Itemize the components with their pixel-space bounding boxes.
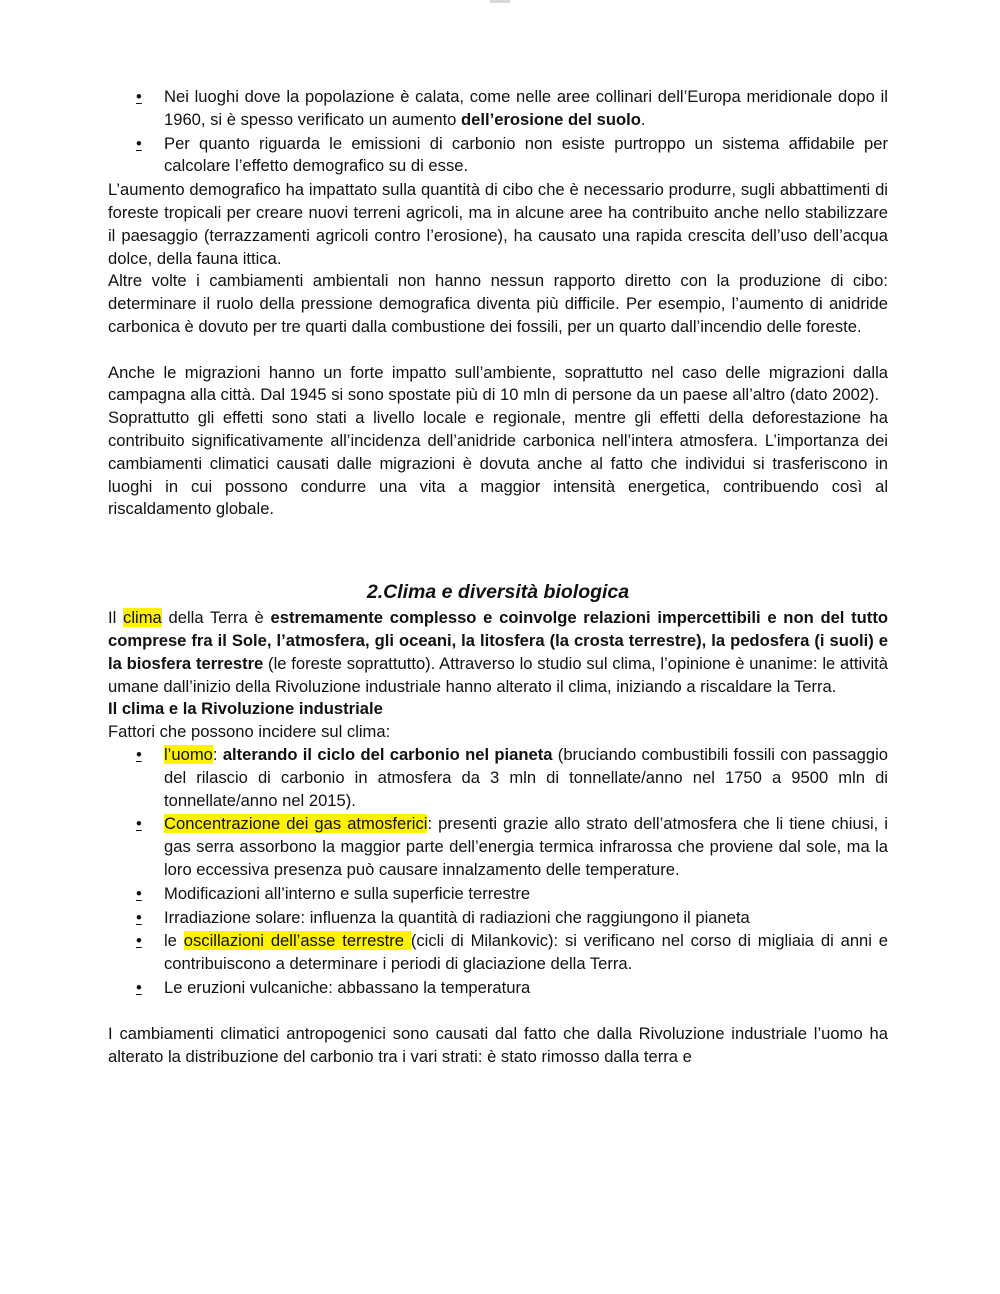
bullet-icon: • (136, 133, 142, 153)
highlight: oscillazioni dell’asse terrestre (183, 931, 411, 951)
highlight: l’uomo (164, 744, 213, 764)
subheading: Il clima e la Rivoluzione industriale (108, 699, 383, 719)
paragraph: L’aumento demografico ha impattato sulla quantità di cibo che è necessario produrre, sugli abbattimenti di foreste tropicali per creare nuovi terreni agricoli, ma in alcune aree ha contribuito anche nello stabilizzare il paesaggio (terrazzamenti agricoli contro l’erosione), ha causato una rapida crescita dell’uso dell’acqua dolce, della fauna ittica. (108, 180, 888, 268)
bullet-icon: • (136, 977, 142, 997)
paragraph: Altre volte i cambiamenti ambientali non hanno nessun rapporto diretto con la produzione di cibo: determinare il ruolo della pressione demografica diventa più difficile. Per esempio, l’aumento di anidride carbonica è dovuto per tre quarti dalla combustione dei fossili, per un quarto dall’incendio delle foreste. (108, 271, 888, 336)
paragraph: Soprattutto gli effetti sono stati a livello locale e regionale, mentre gli effetti della deforestazione ha contribuito significativamente all’incidenza dell’anidride carbonica nell’intera atmosfera. L’importanza dei cambiamenti climatici causati dalle migrazioni è dovuta anche al fatto che individui si trasferiscono in luoghi in cui possono condurre una vita a maggior intensità energetica, contribuendo così al riscaldamento globale. (108, 408, 888, 519)
lead-text: Fattori che possono incidere sul clima: (108, 722, 391, 742)
bullet-icon: • (136, 814, 142, 834)
intro-bullet-list (108, 86, 888, 178)
spacer (108, 1001, 888, 1024)
document-page (108, 86, 888, 1069)
bullet-icon: • (136, 87, 142, 106)
bullet-icon: • (136, 744, 142, 764)
bullet-icon: • (136, 907, 142, 927)
list-item: • l’uomo: alterando il ciclo del carbonio nel pianeta (bruciando combustibili fossili con passaggio del rilascio di carbonio in atmosfera da 3 mln di tonnellate/anno nel 1750 a 9500 mln di tonnellate/anno nel 2015). (136, 744, 888, 810)
section-title: 2.Clima e diversità biologica (366, 581, 630, 604)
list-item: • Concentrazione dei gas atmosferici: presenti grazie allo strato dell’atmosfera che li tiene chiusi, i gas serra assorbono la maggior parte dell’energia termica infrarossa che proviene dal sole, ma la loro eccessiva presenza può causare innalzamento delle temperature. (136, 814, 888, 879)
bullet-icon: • (136, 931, 142, 951)
list-item: • Nei luoghi dove la popolazione è calata, come nelle aree collinari dell’Europa meridionale dopo il 1960, si è spesso verificato un aumento dell’erosione del suolo. (136, 87, 888, 129)
list-item: • le oscillazioni dell’asse terrestre (cicli di Milankovic): si verificano nel corso di migliaia di anni e contribuiscono a determinare i periodi di glaciazione della Terra. (136, 931, 889, 974)
highlight: Concentrazione dei gas atmosferici (164, 814, 428, 834)
header-mark (490, 0, 510, 3)
list-item: • Per quanto riguarda le emissioni di carbonio non esiste purtroppo un sistema affidabile per calcolare l’effetto demografico su di esse. (136, 133, 888, 176)
list-item: • Modificazioni all’interno e sulla superficie terrestre (108, 883, 888, 906)
section-intro: Il clima della Terra è estremamente complesso e coinvolge relazioni impercettibili e non del tutto comprese fra il Sole, l’atmosfera, gli oceani, la litosfera (la crosta terrestre), la pedosfera (i suoli) e la biosfera terrestre (le foreste soprattutto). Attraverso lo studio sul clima, l’opinione è unanime: le attività umane dall’inizio della Rivoluzione industriale hanno alterato il clima, iniziando a riscaldare la Terra. (108, 608, 888, 696)
list-item: • Irradiazione solare: influenza la quantità di radiazioni che raggiungono il pianeta (108, 907, 888, 930)
highlight: clima (123, 608, 162, 628)
closing-paragraph: I cambiamenti climatici antropogenici sono causati dal fatto che dalla Rivoluzione industriale l’uomo ha alterato la distribuzione del carbonio tra i vari strati: è stato rimosso dalla terra e (108, 1024, 888, 1067)
spacer (108, 521, 888, 579)
paragraph: Anche le migrazioni hanno un forte impatto sull’ambiente, soprattutto nel caso delle migrazioni dalla campagna alla città. Dal 1945 si sono spostate più di 10 mln di persone da un paese all’altro (dato 2002). (108, 362, 888, 405)
spacer (108, 339, 888, 362)
list-item: • Le eruzioni vulcaniche: abbassano la temperatura (108, 977, 888, 1000)
factors-list (108, 744, 888, 1000)
bullet-icon: • (136, 883, 142, 903)
